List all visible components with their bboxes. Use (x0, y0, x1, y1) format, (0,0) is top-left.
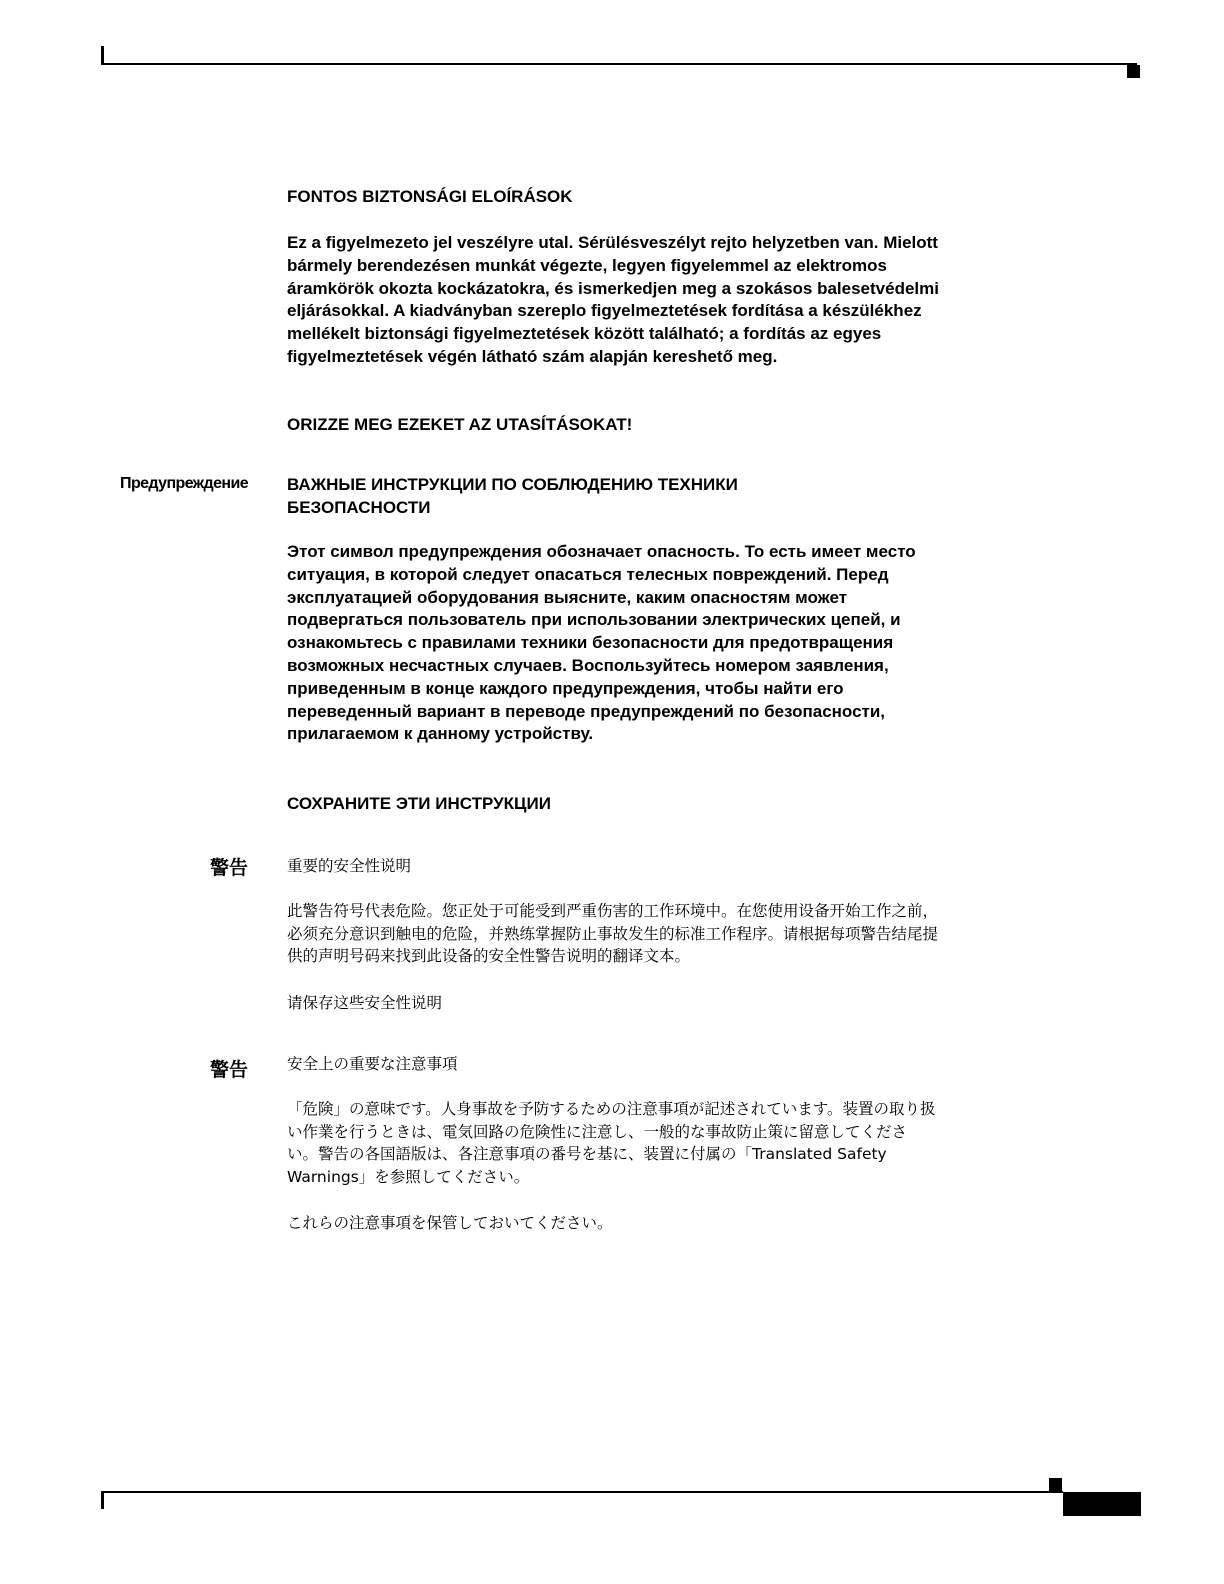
footer-tick (101, 1491, 104, 1509)
russian-body-block (287, 541, 945, 746)
japanese-body-block (287, 1098, 937, 1188)
japanese-warning-label: 警告 (209, 1059, 248, 1081)
hungarian-heading: FONTOS BIZTONSÁGI ELOÍRÁSOK (287, 187, 573, 206)
russian-heading: ВАЖНЫЕ ИНСТРУКЦИИ ПО СОБЛЮДЕНИЮ ТЕХНИКИ БЕЗОПАСНОСТИ (287, 475, 738, 517)
hungarian-body: Ez a figyelmezeto jel veszélyre utal. Sérülésveszélyt rejto helyzetben van. Mielott bármely berendezésen munkát végezte, legyen figyelemmel az elektromos áramkörök okozta kockázatokra, és ismerkedjen meg a szokásos balesetvédelmi eljárásokkal. A kiadványban szereplo figyelmeztetések fordítása a készülékhez mellékelt biztonsági figyelmeztetések között található; a fordítás az egyes figyelmeztetések végén látható szám alapján kereshető meg. (287, 233, 939, 366)
chinese-footer: 请保存这些安全性说明 (287, 994, 443, 1012)
russian-footer: СОХРАНИТЕ ЭТИ ИНСТРУКЦИИ (287, 794, 551, 813)
header-tick (101, 46, 104, 65)
japanese-footer-block (287, 1212, 947, 1234)
japanese-heading: 安全上の重要な注意事項 (287, 1055, 458, 1073)
header-marker (1127, 65, 1140, 78)
hungarian-footer: ORIZZE MEG EZEKET AZ UTASÍTÁSOKAT! (287, 415, 633, 434)
footer-rule (101, 1491, 1063, 1493)
japanese-heading-block (287, 1053, 947, 1075)
chinese-body: 此警告符号代表危险。您正处于可能受到严重伤害的工作环境中。在您使用设备开始工作之前，必须充分意识到触电的危险，并熟练掌握防止事故发生的标准工作程序。请根据每项警告结尾提供的声明号码来找到此设备的安全性警告说明的翻译文本。 (287, 902, 939, 966)
chinese-warning-label: 警告 (209, 857, 248, 879)
hungarian-heading-block (287, 186, 947, 209)
russian-warning-label: Предупреждение (120, 475, 248, 492)
japanese-body: 「危険」の意味です。人身事故を予防するための注意事項が記述されています。装置の取り扱い作業を行うときは、電気回路の危険性に注意し、一般的な事故防止策に留意してください。警告の各国語版は、各注意事項の番号を基に、装置に付属の「Translated Safety Warnings」を参照してください。 (287, 1100, 936, 1186)
russian-footer-block (287, 793, 947, 816)
chinese-heading: 重要的安全性说明 (287, 857, 412, 875)
footer-marker (1049, 1478, 1062, 1491)
russian-body: Этот символ предупреждения обозначает опасность. То есть имеет место ситуация, в которой следует опасаться телесных повреждений. Перед эксплуатацией оборудования выясните, каким опасностям может подвергаться пользователь при использовании электрических цепей, и ознакомьтесь с правилами техники безопасности для предотвращения возможных несчастных случаев. Воспользуйтесь номером заявления, приведенным в конце каждого предупреждения, чтобы найти его переведенный вариант в переводе предупреждений по безопасности, прилагаемом к данному устройству. (287, 542, 916, 744)
hungarian-footer-block (287, 414, 947, 437)
page-number-block (1063, 1492, 1141, 1516)
hungarian-body-block (287, 232, 952, 369)
japanese-footer: これらの注意事項を保管しておいてください。 (287, 1214, 613, 1232)
russian-heading-block (287, 474, 847, 519)
chinese-footer-block (287, 992, 947, 1014)
chinese-body-block (287, 900, 942, 968)
chinese-heading-block (287, 855, 947, 877)
header-rule (101, 63, 1137, 65)
